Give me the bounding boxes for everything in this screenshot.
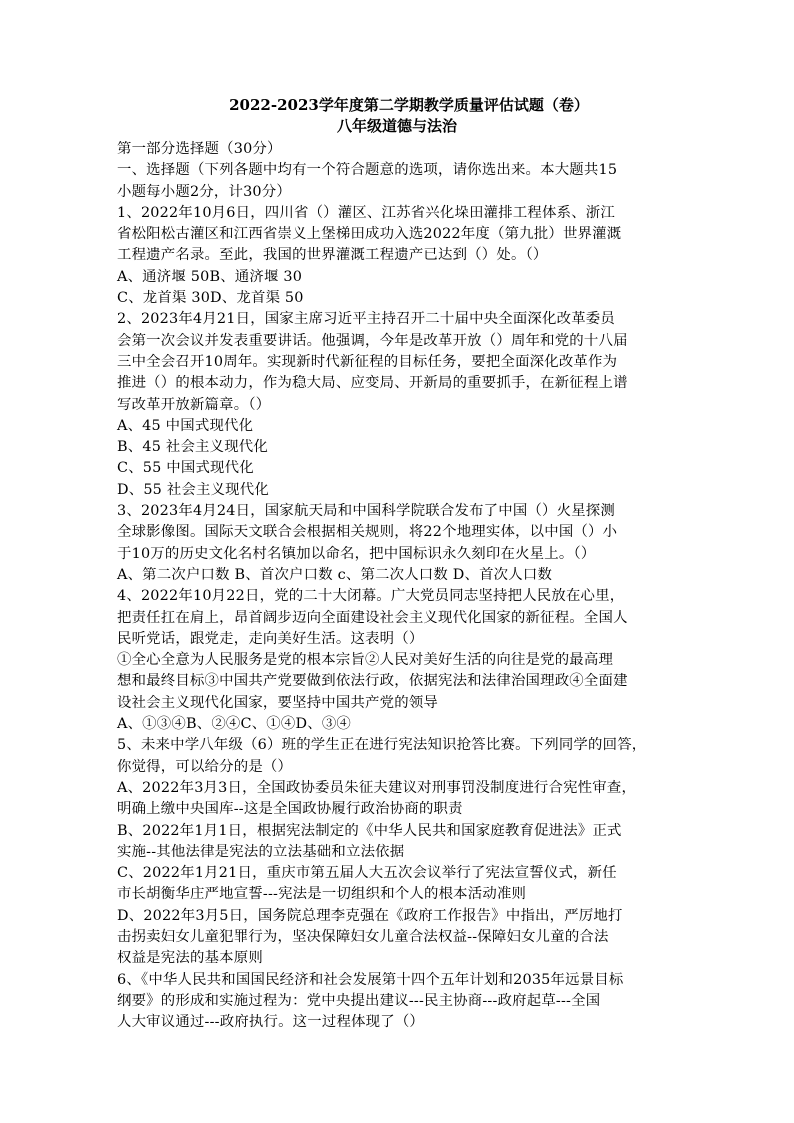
text-line: C、龙首渠 30D、龙首渠 50 bbox=[117, 290, 304, 307]
text-line: 设社会主义现代化国家，要坚持中国共产党的领导 bbox=[117, 694, 438, 711]
text-line: A、通济堰 50B、通济堰 30 bbox=[117, 268, 303, 285]
text-line: 于10万的历史文化名村名镇加以命名，把中国标识永久刻印在火星上。（） bbox=[117, 545, 596, 562]
text-line: 人大审议通过---政府执行。这一过程体现了（） bbox=[117, 1014, 425, 1031]
text-line: D、2022年3月5日，国务院总理李克强在《政府工作报告》中指出，严厉地打 bbox=[117, 907, 623, 924]
text-line: 写改革开放新篇章。（） bbox=[117, 396, 271, 413]
text-line: B、2022年1月1日，根据宪法制定的《中华人民共和国家庭教育促进法》正式 bbox=[117, 822, 622, 839]
text-line: 第一部分选择题（30分） bbox=[117, 141, 282, 157]
text-line: 1、2022年10月6日，四川省（）灌区、江苏省兴化垛田灌排工程体系、浙江 bbox=[117, 204, 615, 221]
text-line: 4、2022年10月22日，党的二十大闭幕。广大党员同志坚持把人民放在心里， bbox=[117, 588, 625, 605]
exam-page bbox=[117, 95, 677, 1033]
text-line: C、2022年1月21日，重庆市第五届人大五次会议举行了宪法宣誓仪式，新任 bbox=[117, 865, 617, 882]
exam-subtitle: 八年级道德与法治 bbox=[336, 117, 457, 135]
text-line: ①全心全意为人民服务是党的根本宗旨②人民对美好生活的向往是党的最高理 bbox=[117, 652, 614, 669]
text-line: 权益是宪法的基本原则 bbox=[117, 950, 263, 967]
text-line: 工程遗产名录。至此，我国的世界灌溉工程遗产已达到（）处。（） bbox=[117, 247, 548, 264]
text-line: 明确上缴中央国库--这是全国政协履行政治协商的职责 bbox=[117, 801, 463, 818]
text-line: A、第二次户口数 B、首次户口数 c、第二次人口数 D、首次人口数 bbox=[117, 566, 553, 583]
text-line: 2、2023年4月21日，国家主席习近平主持召开二十届中央全面深化改革委员 bbox=[117, 311, 615, 328]
text-line: D、55 社会主义现代化 bbox=[117, 481, 269, 498]
text-line: A、①③④B、②④C、①④D、③④ bbox=[117, 716, 351, 733]
exam-title: 2022-2023学年度第二学期教学质量评估试题（卷） bbox=[229, 96, 589, 114]
text-line: 会第一次会议并发表重要讲话。他强调，今年是改革开放（）周年和党的十八届 bbox=[117, 332, 628, 349]
text-line: C、55 中国式现代化 bbox=[117, 460, 254, 477]
text-line: 3、2023年4月24日，国家航天局和中国科学院联合发布了中国（）火星探测 bbox=[117, 503, 615, 520]
text-line: 省松阳松古灌区和江西省崇义上堡梯田成功入选2022年度（第九批）世界灌溉 bbox=[117, 226, 622, 243]
text-line: 实施--其他法律是宪法的立法基础和立法依据 bbox=[117, 843, 405, 860]
text-line: A、45 中国式现代化 bbox=[117, 417, 254, 434]
text-line: 一、选择题（下列各题中均有一个符合题意的选项，请你选出来。本大题共15 bbox=[117, 162, 618, 179]
text-line: 推进（）的根本动力，作为稳大局、应变局、开新局的重要抓手，在新征程上谱 bbox=[117, 375, 628, 392]
text-line: 5、未来中学八年级（6）班的学生正在进行宪法知识抢答比赛。下列同学的回答， bbox=[117, 737, 647, 754]
text-line: 小题每小题2分，计30分） bbox=[117, 183, 291, 200]
text-line: 击拐卖妇女儿童犯罪行为，坚决保障妇女儿童合法权益--保障妇女儿童的合法 bbox=[117, 928, 609, 945]
text-line: 市长胡衡华庄严地宣誓---宪法是一切组织和个人的根本活动准则 bbox=[117, 886, 527, 903]
text-line: 6、《中华人民共和国国民经济和社会发展第十四个五年计划和2035年远景目标 bbox=[117, 971, 624, 988]
text-line: B、45 社会主义现代化 bbox=[117, 439, 268, 456]
text-line: 三中全会召开10周年。实现新时代新征程的目标任务，要把全面深化改革作为 bbox=[117, 353, 618, 370]
text-line: A、2022年3月3日，全国政协委员朱征夫建议对刑事罚没制度进行合宪性审查， bbox=[117, 779, 637, 796]
exam-body bbox=[117, 139, 677, 1033]
text-line: 你觉得，可以给分的是（） bbox=[117, 758, 293, 775]
text-line: 把责任扛在肩上，昂首阔步迈向全面建设社会主义现代化国家的新征程。全国人 bbox=[117, 609, 628, 626]
text-line: 想和最终目标③中国共产党要做到依法行政，依据宪法和法律治国理政④全面建 bbox=[117, 673, 628, 690]
text-line: 全球影像图。国际天文联合会根据相关规则，将22个地理实体，以中国（）小 bbox=[117, 524, 618, 541]
text-line: 纲要》的形成和实施过程为：党中央提出建议---民主协商---政府起草---全国 bbox=[117, 992, 601, 1009]
text-line: 民听党话，跟党走，走向美好生活。这表明（） bbox=[117, 630, 424, 647]
